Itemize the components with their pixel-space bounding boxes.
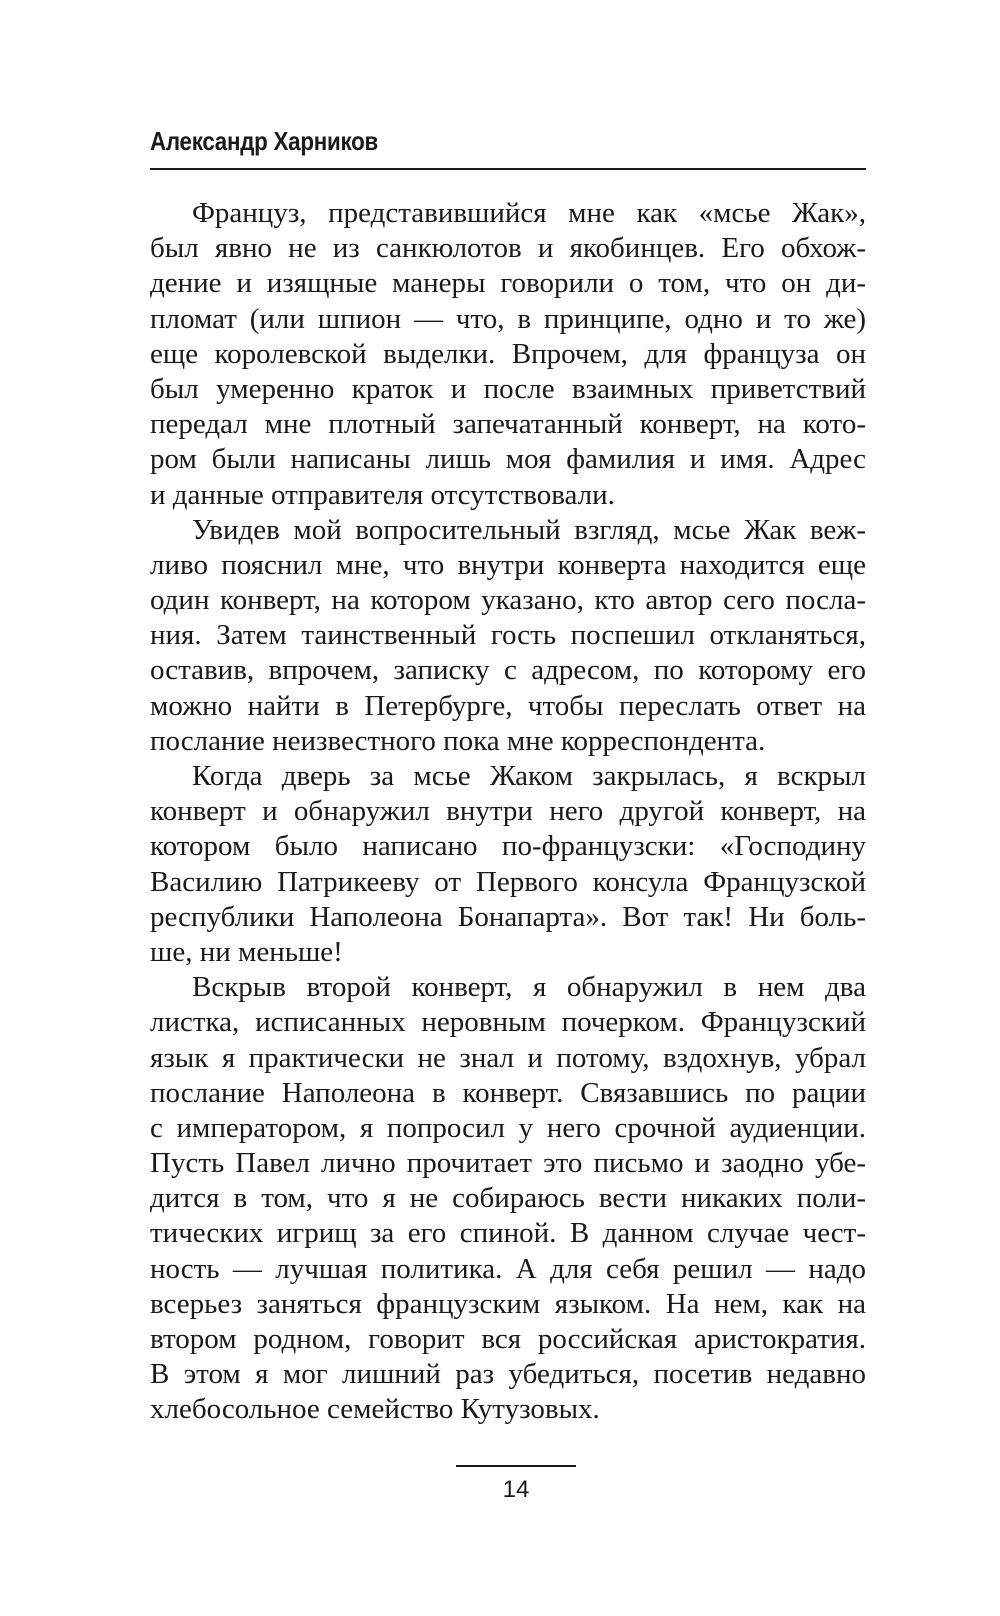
text-line: ность — лучшая политика. А для себя решил — надо: [150, 1252, 866, 1285]
text-line: дение и изящные манеры говорили о том, что он ди-: [150, 267, 866, 300]
text-line: ром были написаны лишь моя фамилия и имя. Адрес: [150, 443, 866, 476]
text-line: еще королевской выделки. Впрочем, для француза он: [150, 337, 866, 370]
paragraph: [150, 196, 866, 513]
text-line: листка, исписанных неровным почерком. Французский: [150, 1006, 866, 1039]
body-text: [150, 196, 866, 1428]
paragraph: [150, 970, 866, 1427]
text-line: ния. Затем таинственный гость поспешил откланяться,: [150, 619, 866, 652]
text-line: В этом я мог лишний раз убедиться, посетив недавно: [150, 1358, 866, 1391]
text-line: котором было написано по-французски: «Господину: [150, 830, 866, 863]
text-line: был явно не из санкюлотов и якобинцев. Его обхож-: [150, 232, 866, 265]
header-rule: [150, 168, 866, 170]
text-line: тических игрищ за его спиной. В данном случае чест-: [150, 1217, 866, 1250]
text-line: ливо пояснил мне, что внутри конверта находится еще: [150, 548, 866, 581]
text-line: ше, ни меньше!: [150, 935, 343, 968]
text-line: хлебосольное семейство Кутузовых.: [150, 1393, 600, 1426]
page-number: 14: [502, 1476, 530, 1503]
paragraph: [150, 513, 866, 759]
text-line: оставив, впрочем, записку с адресом, по которому его: [150, 654, 866, 687]
text-line: республики Наполеона Бонапарта». Вот так! Ни боль-: [150, 900, 866, 933]
text-line: передал мне плотный запечатанный конверт, на кото-: [150, 408, 866, 441]
text-line: Пусть Павел лично прочитает это письмо и заодно убе-: [150, 1147, 866, 1180]
text-line: с императором, я попросил у него срочной аудиенции.: [150, 1111, 866, 1144]
text-line: Когда дверь за мсье Жаком закрылась, я вскрыл: [192, 760, 866, 792]
text-line: пломат (или шпион — что, в принципе, одно и то же): [150, 302, 866, 335]
running-head-author: Александр Харников: [150, 126, 379, 156]
text-line: послание неизвестного пока мне корреспондента.: [150, 724, 766, 757]
text-line: был умеренно краток и после взаимных приветствий: [150, 372, 866, 405]
text-line: Василию Патрикееву от Первого консула Французской: [150, 865, 866, 898]
paragraph: [150, 759, 866, 970]
text-line: втором родном, говорит вся российская аристократия.: [150, 1323, 866, 1355]
text-line: один конверт, на котором указано, кто автор сего посла-: [150, 584, 866, 617]
text-line: язык я практически не знал и потому, вздохнув, убрал: [150, 1041, 866, 1074]
text-line: Увидев мой вопросительный взгляд, мсье Жак веж-: [192, 513, 866, 546]
footer-rule: [456, 1465, 576, 1467]
text-line: послание Наполеона в конверт. Связавшись по рации: [150, 1076, 866, 1109]
text-line: Француз, представившийся мне как «мсье Жак»,: [192, 197, 866, 229]
text-line: дится в том, что я не собираюсь вести никаких поли-: [150, 1182, 866, 1215]
text-line: конверт и обнаружил внутри него другой конверт, на: [150, 795, 866, 828]
text-line: и данные отправителя отсутствовали.: [150, 478, 615, 511]
text-line: можно найти в Петербурге, чтобы переслать ответ на: [150, 689, 866, 722]
text-line: всерьез заняться французским языком. На нем, как на: [150, 1287, 866, 1320]
text-line: Вскрыв второй конверт, я обнаружил в нем два: [192, 971, 866, 1004]
